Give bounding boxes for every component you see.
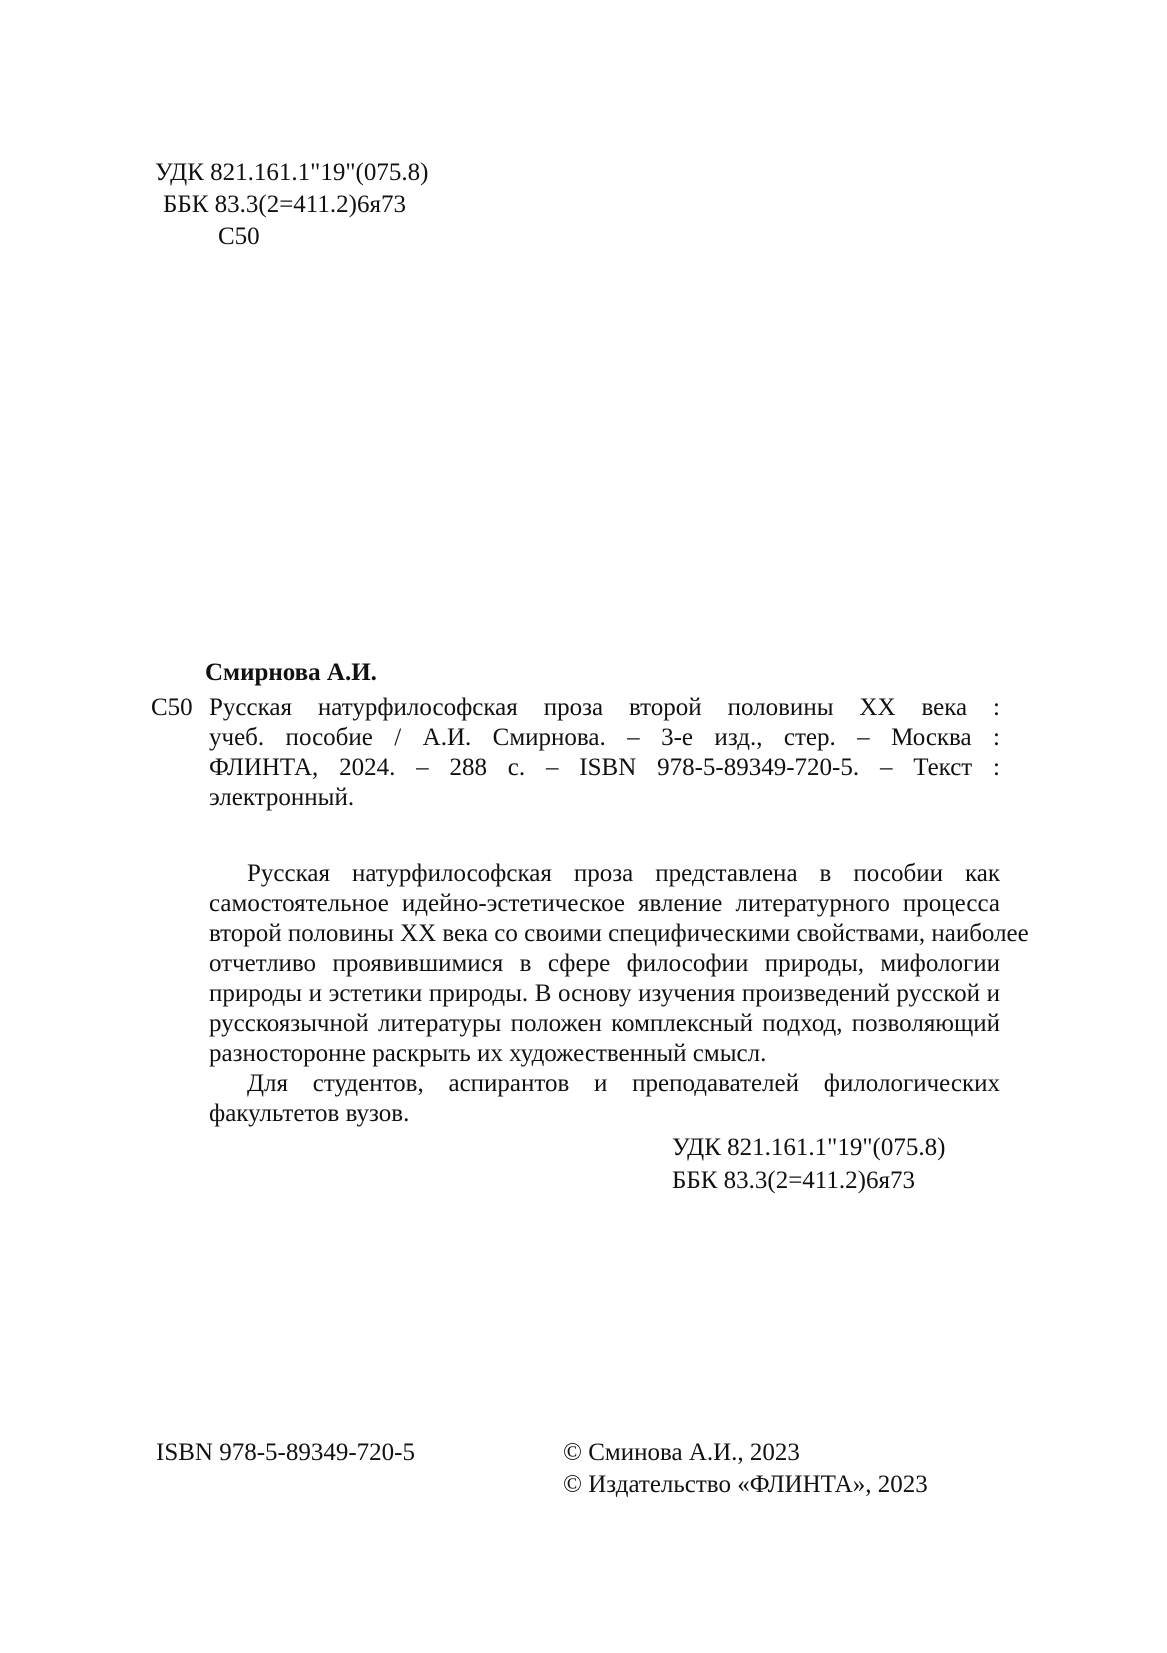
annotation-line: русскоязычной литературы положен комплексный подход, позволяющий [209, 1010, 1000, 1037]
annotation-line: факультетов вузов. [209, 1100, 410, 1127]
citation-author-code: С50 [151, 694, 193, 721]
annotation-line: разносторонне раскрыть их художественный смысл. [209, 1040, 767, 1067]
annotation-line: отчетливо проявившимися в сфере философии природы, мифологии [209, 950, 1000, 977]
copyright-publisher: © Издательство «ФЛИНТА», 2023 [563, 1471, 928, 1498]
citation-line: ФЛИНТА, 2024. – 288 с. – ISBN 978-5-89349-720-5. – Текст : [209, 754, 1000, 781]
classification-bbk: ББК 83.3(2=411.2)6я73 [672, 1167, 915, 1194]
citation-line: электронный. [209, 784, 355, 811]
isbn: ISBN 978-5-89349-720-5 [156, 1439, 416, 1466]
annotation-line: Для студентов, аспирантов и преподавателей филологических [247, 1070, 1000, 1097]
author-name: Смирнова А.И. [205, 659, 377, 686]
annotation-line: самостоятельное идейно-эстетическое явление литературного процесса [209, 890, 1000, 917]
bibliographic-citation [209, 693, 1000, 813]
header-bbk: ББК 83.3(2=411.2)6я73 [163, 191, 406, 218]
header-udk: УДК 821.161.1"19"(075.8) [155, 159, 429, 186]
citation-line: учеб. пособие / А.И. Смирнова. – 3-е изд., стер. – Москва : [209, 724, 1000, 751]
classification-udk: УДК 821.161.1"19"(075.8) [672, 1134, 946, 1161]
annotation-line: Русская натурфилософская проза представлена в пособии как [247, 860, 1000, 887]
citation-line: Русская натурфилософская проза второй половины ХХ века : [209, 694, 1000, 721]
annotation [209, 859, 1029, 1129]
header-author-code: С50 [218, 223, 260, 250]
copyright-author: © Сминова А.И., 2023 [563, 1439, 800, 1466]
annotation-line: природы и эстетики природы. В основу изучения произведений русской и [209, 980, 1000, 1007]
annotation-line: второй половины ХХ века со своими специфическими свойствами, наиболее [209, 920, 1029, 947]
